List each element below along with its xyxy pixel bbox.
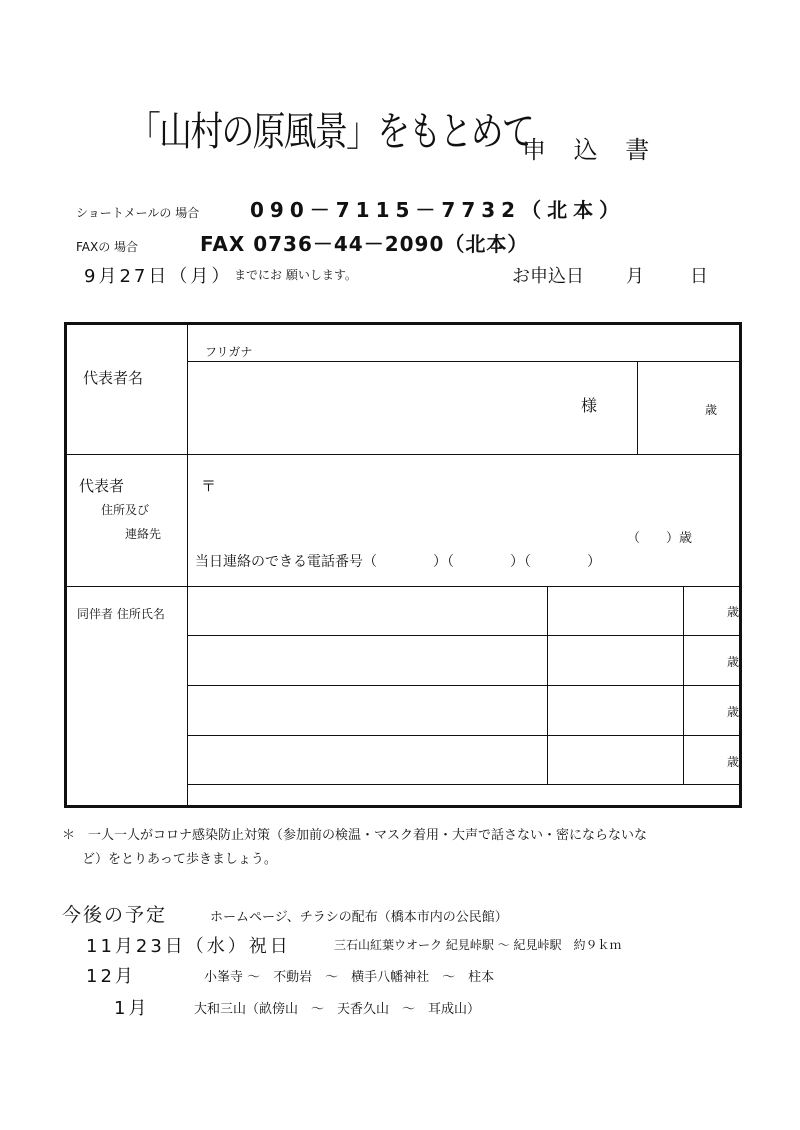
apply-day-label: 日 [690, 266, 708, 287]
apply-month-label: 月 [626, 266, 644, 287]
age-paren-label: （ ）歳 [627, 531, 693, 546]
companion-row-1-name-field[interactable] [191, 590, 543, 632]
schedule-item-2-date: 12月 [86, 966, 136, 987]
companion-row-3-age-label: 歳 [727, 705, 740, 719]
schedule-item-3-date: 1月 [114, 998, 150, 1019]
representative-name-label: 代表者名 [83, 369, 144, 387]
address-field[interactable] [217, 465, 737, 525]
note-line-2: ど）をとりあって歩きましょう。 [82, 852, 277, 867]
schedule-item-2-detail: 小峯寺 ～ 不動岩 ～ 横手八幡神社 ～ 柱本 [204, 970, 495, 985]
furigana-divider [187, 361, 742, 362]
sms-label: ショートメールの 場合 [76, 206, 200, 220]
deadline-text: までにお 願いします。 [234, 268, 357, 282]
companion-row-2-name-field[interactable] [191, 639, 543, 681]
companion-row-3-extra-field[interactable] [551, 689, 679, 731]
note-line-1: ＊ 一人一人がコロナ感染防止対策（参加前の検温・マスク着用・大声で話さない・密にならないな [62, 828, 648, 843]
companion-row-divider [187, 784, 742, 785]
fax-number: FAX 0736－44－2090（北本） [200, 232, 529, 256]
companion-label: 同伴者 住所氏名 [77, 607, 165, 621]
name-age-divider [637, 361, 638, 454]
phone-label: 当日連絡のできる電話番号（ ）（ ）（ ） [195, 554, 601, 570]
application-form-table [64, 322, 742, 808]
schedule-title-note: ホームページ、チラシの配布（橋本市内の公民館） [210, 910, 508, 925]
companion-row-divider [187, 685, 742, 686]
fax-label: FAXの 場合 [76, 240, 139, 254]
address-label-2: 住所及び [101, 503, 150, 517]
sama-label: 様 [581, 396, 598, 415]
companion-row-1-extra-field[interactable] [551, 590, 679, 632]
companion-row-divider [187, 635, 742, 636]
companion-row-1-age-label: 歳 [727, 605, 740, 619]
furigana-label: フリガナ [205, 345, 253, 359]
deadline-date: 9月27日（月） [84, 266, 233, 287]
representative-age-label: 歳 [705, 403, 718, 417]
schedule-item-1-detail: 三石山紅葉ウオーク 紀見峠駅 ～ 紀見峠駅 約９ｋｍ [334, 938, 622, 952]
companion-row-4-extra-field[interactable] [551, 739, 679, 781]
representative-name-field[interactable] [191, 365, 633, 451]
companion-row-4-name-field[interactable] [191, 739, 543, 781]
representative-age-field[interactable] [641, 365, 741, 451]
companion-row-2-extra-field[interactable] [551, 639, 679, 681]
schedule-item-1-date: 11月23日（水）祝日 [86, 936, 291, 957]
companion-row-3-name-field[interactable] [191, 689, 543, 731]
section-divider-2 [67, 586, 742, 587]
address-label-3: 連絡先 [125, 527, 162, 541]
companion-row-2-age-label: 歳 [727, 655, 740, 669]
companion-row-divider [187, 735, 742, 736]
schedule-item-3-detail: 大和三山（畝傍山 ～ 天香久山 ～ 耳成山） [194, 1002, 481, 1017]
apply-date-label: お申込日 [512, 266, 584, 287]
companion-row-4-age-label: 歳 [727, 755, 740, 769]
section-divider-1 [67, 454, 742, 455]
schedule-title: 今後の予定 [62, 904, 168, 926]
sms-number: 090－7115－7732（北本） [250, 198, 626, 222]
address-label-1: 代表者 [79, 477, 125, 495]
form-subtitle: 申 込 書 [522, 136, 660, 164]
postal-mark: 〒 [201, 477, 217, 495]
form-title: 「山村の原風景」をもとめて [128, 109, 534, 155]
